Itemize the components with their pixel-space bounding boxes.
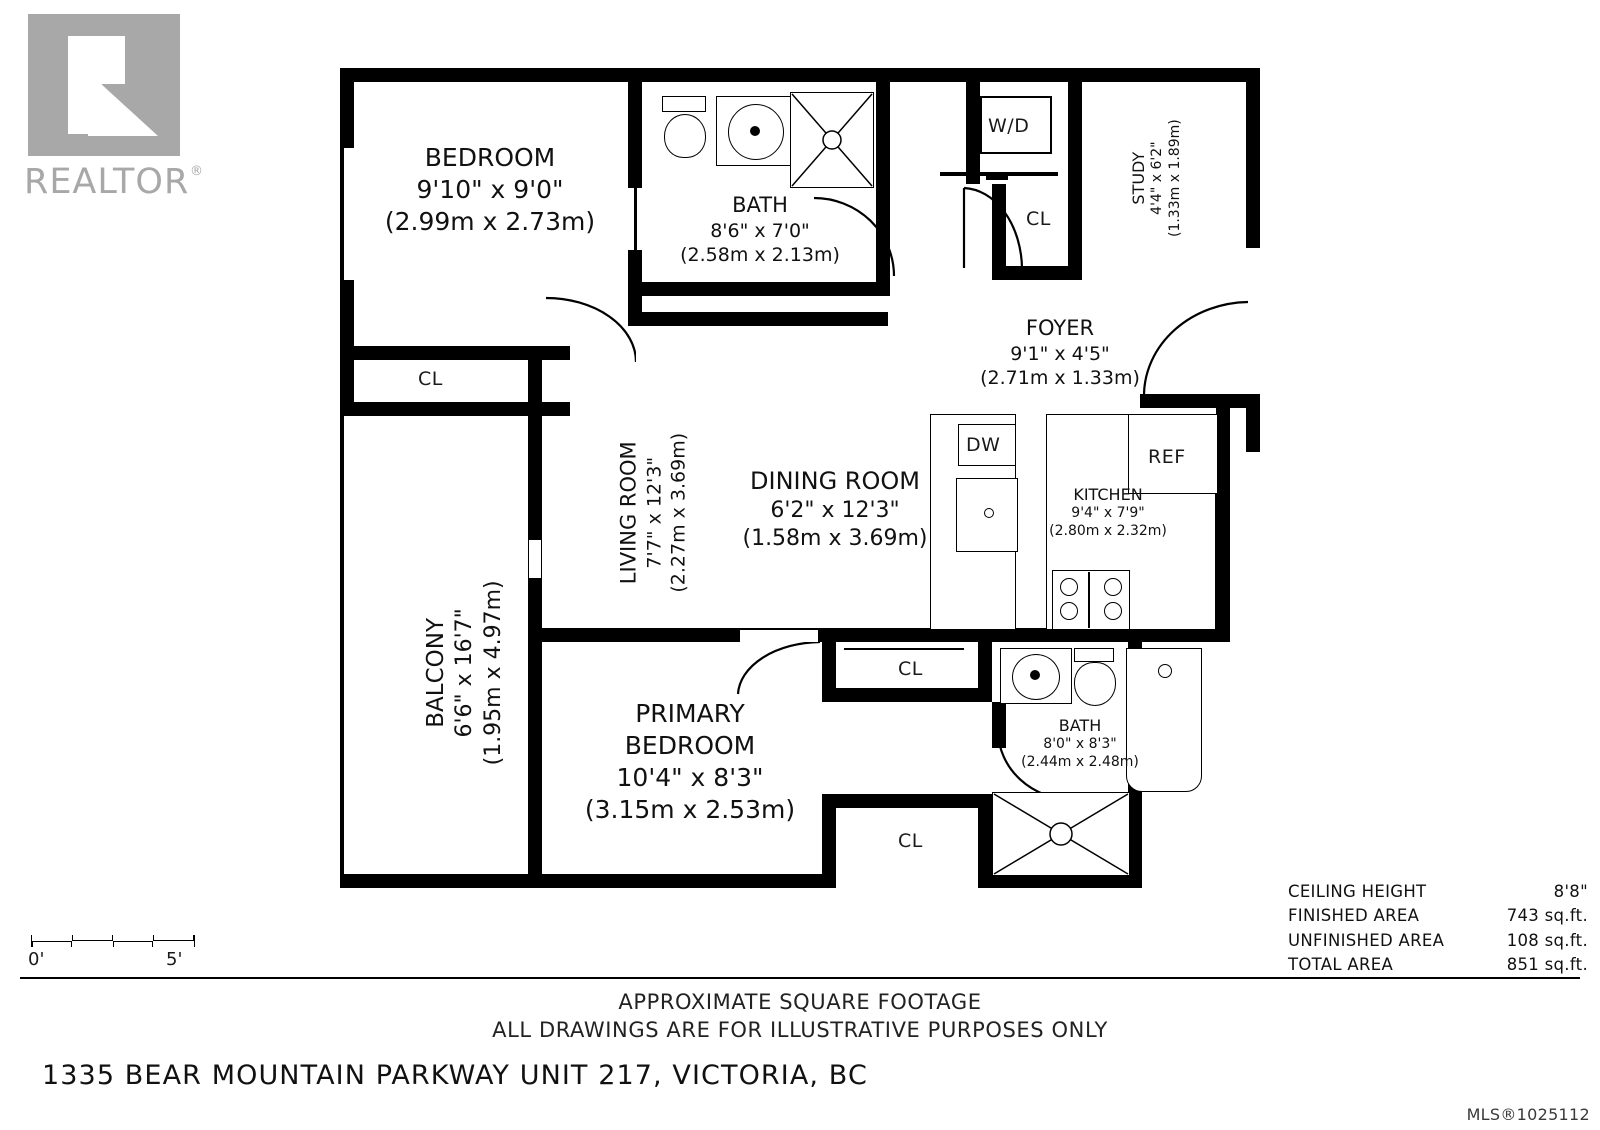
wall-cl-upper-south xyxy=(822,688,992,702)
scale-bar xyxy=(28,935,198,971)
bath1-toilet-tank xyxy=(662,96,706,112)
stat-row-ceiling-height xyxy=(1288,880,1588,904)
bedroom-door-swing-line xyxy=(634,186,637,252)
appliance-label-dishwasher: DW xyxy=(966,434,1001,456)
wall-primary-south xyxy=(528,874,836,888)
corridor-niche-line xyxy=(742,318,862,320)
closet-label-primary-upper: CL xyxy=(898,658,923,680)
foyer-closet-door-arc-icon xyxy=(962,186,1024,270)
bath2-toilet-bowl-icon xyxy=(1074,662,1116,706)
wall-bath2-south xyxy=(978,874,1142,888)
room-label-living-room: LIVING ROOM 7'7" x 12'3" (2.27m x 3.69m) xyxy=(616,432,690,593)
room-label-dining-room: DINING ROOM 6'2" x 12'3" (1.58m x 3.69m) xyxy=(742,467,928,551)
appliance-label-refrigerator: REF xyxy=(1148,446,1186,468)
wall-entry-right-vert xyxy=(1246,394,1260,452)
cl-upper-door-line xyxy=(844,648,964,650)
realtor-wordmark: REALTOR xyxy=(24,162,190,202)
wall-left-bedroom xyxy=(340,68,354,148)
closet-label-primary-lower: CL xyxy=(898,830,923,852)
scale-label-end: 5' xyxy=(166,949,183,970)
cl-lower-door-line xyxy=(844,800,964,802)
laundry-counter-line-2 xyxy=(986,176,1008,180)
stat-key-unfinished-area: UNFINISHED AREA xyxy=(1288,930,1445,950)
stat-value-finished-area: 743 sq.ft. xyxy=(1506,906,1588,926)
closet-label-foyer: CL xyxy=(1026,208,1051,230)
wall-bath1-south xyxy=(628,282,890,296)
wall-top xyxy=(340,68,1260,82)
bath1-sink-drain-icon xyxy=(750,126,760,136)
wall-study-east xyxy=(1246,68,1260,248)
stat-value-ceiling-height: 8'8" xyxy=(1553,882,1588,901)
wall-balcony-bottom xyxy=(340,874,540,888)
wall-cl-upper-east xyxy=(978,642,992,702)
room-label-kitchen: KITCHEN 9'4" x 7'9" (2.80m x 2.32m) xyxy=(1049,485,1167,540)
wall-entry-right xyxy=(1140,394,1260,408)
stat-key-ceiling-height: CEILING HEIGHT xyxy=(1288,882,1427,901)
disclaimer-line-2: ALL DRAWINGS ARE FOR ILLUSTRATIVE PURPOSES ONLY xyxy=(492,1018,1108,1042)
wall-primary-west xyxy=(528,628,542,888)
burner-icon-1 xyxy=(1060,578,1078,596)
burner-icon-4 xyxy=(1104,602,1122,620)
bath2-shower-cross-icon xyxy=(992,792,1130,876)
appliance-label-washer-dryer: W/D xyxy=(988,115,1030,137)
wall-bedroom-east xyxy=(628,68,642,188)
burner-icon-3 xyxy=(1104,578,1122,596)
wall-kitchen-east-2 xyxy=(1216,452,1230,642)
room-label-foyer: FOYER 9'1" x 4'5" (2.71m x 1.33m) xyxy=(980,316,1140,390)
stat-value-unfinished-area: 108 sq.ft. xyxy=(1506,930,1588,950)
room-label-balcony: BALCONY 6'6" x 16'7" (1.95m x 4.97m) xyxy=(423,580,506,766)
closet-label-bedroom: CL xyxy=(418,368,443,390)
wall-laundry-west xyxy=(966,68,980,184)
footer-divider xyxy=(20,977,1580,979)
wall-cl-lower-west xyxy=(822,794,836,888)
scale-label-start: 0' xyxy=(28,949,45,970)
bath1-toilet-bowl-icon xyxy=(664,114,706,158)
room-label-bedroom: BEDROOM 9'10" x 9'0" (2.99m x 2.73m) xyxy=(384,143,596,236)
area-stats-table xyxy=(1288,880,1588,977)
closet-bedroom-door-line xyxy=(356,352,526,354)
room-label-bath-ensuite: BATH 8'0" x 8'3" (2.44m x 2.48m) xyxy=(1021,716,1139,771)
wall-kitchen-south xyxy=(820,628,1230,642)
stat-key-finished-area: FINISHED AREA xyxy=(1288,906,1420,926)
stat-row-total-area xyxy=(1288,953,1588,977)
wall-balcony-west xyxy=(340,148,344,888)
living-window-gap xyxy=(529,540,541,578)
corridor-niche-fill xyxy=(744,300,862,312)
stat-key-total-area: TOTAL AREA xyxy=(1288,954,1394,974)
stat-row-unfinished-area xyxy=(1288,929,1588,953)
property-address: 1335 BEAR MOUNTAIN PARKWAY UNIT 217, VICTORIA, BC xyxy=(42,1060,868,1091)
wall-bath2-east-lower xyxy=(1128,782,1142,888)
wall-study-west xyxy=(1068,68,1082,280)
kitchen-sink-drain-icon xyxy=(984,508,994,518)
bathtub-drain-icon xyxy=(1158,664,1172,678)
realtor-registered-mark: ® xyxy=(190,164,203,179)
room-label-study: STUDY 4'4" x 6'2" (1.33m x 1.89m) xyxy=(1128,119,1184,238)
disclaimer-line-1: APPROXIMATE SQUARE FOOTAGE xyxy=(618,990,982,1014)
room-label-primary-bedroom: PRIMARY BEDROOM 10'4" x 8'3" (3.15m x 2.53m) xyxy=(584,699,796,824)
bath2-sink-drain-icon xyxy=(1030,670,1040,680)
burner-icon-2 xyxy=(1060,602,1078,620)
mls-number: MLS®1025112 xyxy=(1466,1105,1590,1124)
primary-bedroom-door-arc-icon xyxy=(736,640,822,696)
bath1-shower-cross-icon xyxy=(790,92,874,188)
primary-door-gap xyxy=(740,630,818,642)
stat-row-finished-area xyxy=(1288,904,1588,928)
range-center-line xyxy=(1088,572,1090,628)
stat-value-total-area: 851 sq.ft. xyxy=(1506,954,1588,974)
room-label-bath-upper: BATH 8'6" x 7'0" (2.58m x 2.13m) xyxy=(680,193,840,267)
bath2-toilet-tank xyxy=(1074,648,1114,662)
